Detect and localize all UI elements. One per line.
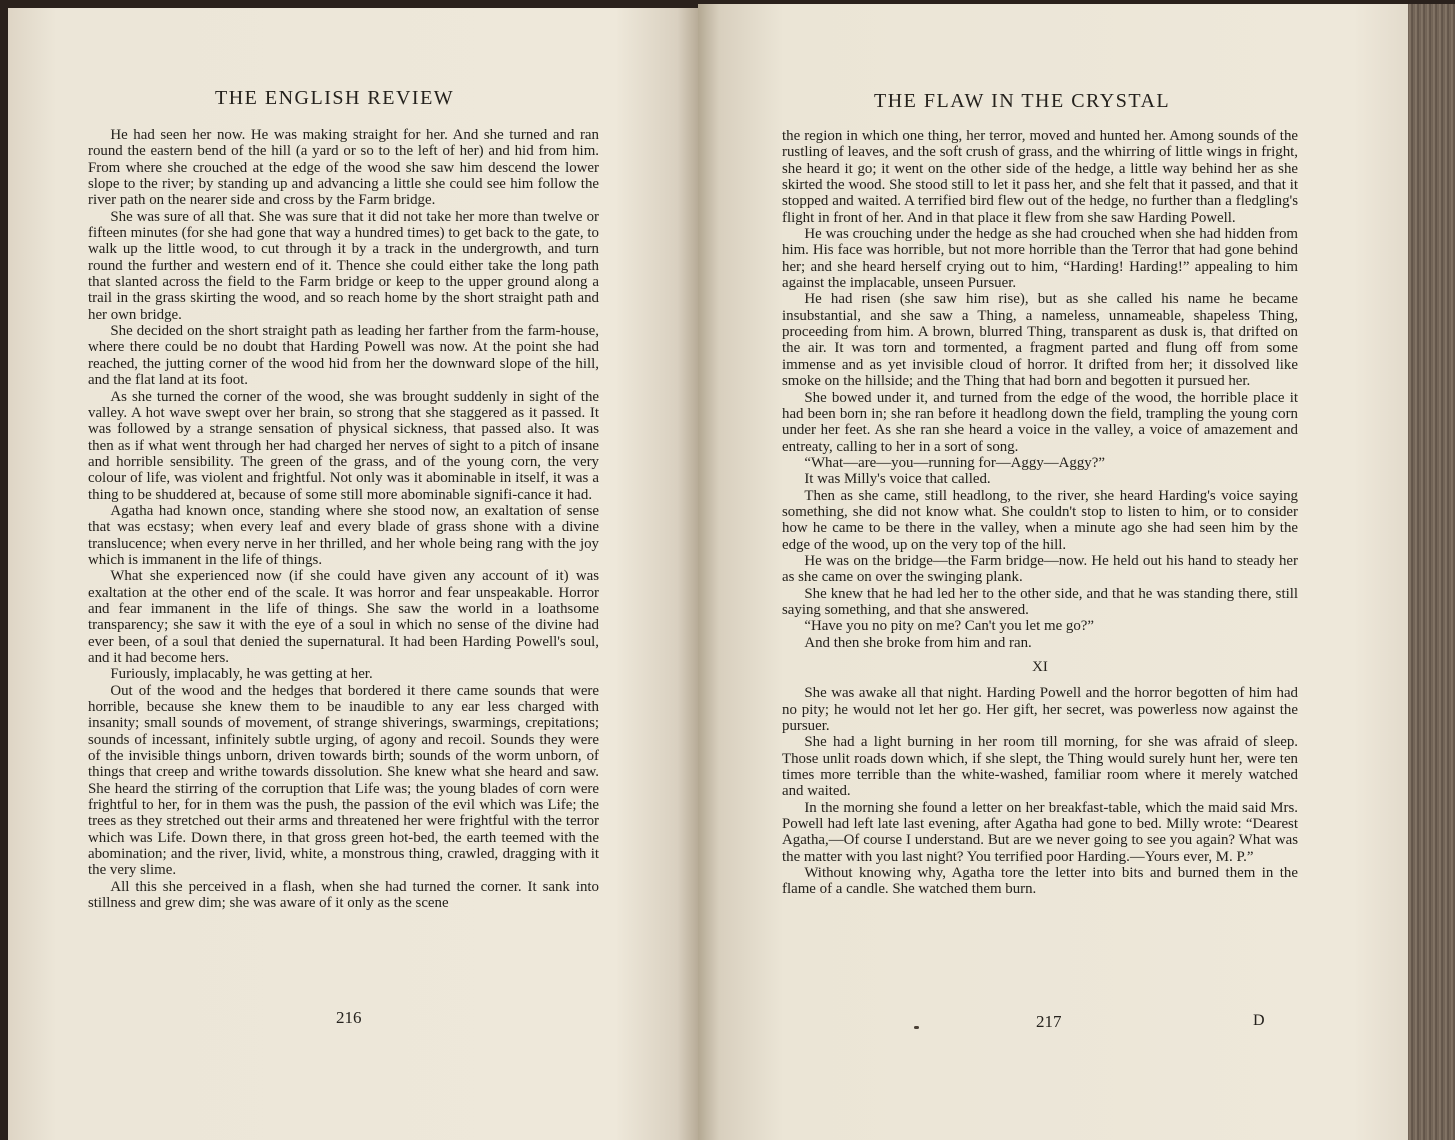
right-page (698, 4, 1410, 1140)
paragraph: He was on the bridge—the Farm bridge—now. He held out his hand to steady her as she came on over the swinging plank. (782, 552, 1298, 586)
paragraph: Then as she came, still headlong, to the river, she heard Harding's voice saying something, she did not know what. She couldn't stop to listen to him, or to consider how he came to be there in the valley, when a minute ago she had seen him by the edge of the wood, up on the very top of the hill. (782, 487, 1298, 553)
paragraph: She knew that he had led her to the other side, and that he was standing there, still saying something, and that she answered. (782, 585, 1298, 618)
running-head-right: THE FLAW IN THE CRYSTAL (874, 90, 1171, 112)
ink-speck (914, 1026, 919, 1029)
page-number-right: 217 (1036, 1012, 1062, 1031)
paragraph: Furiously, implacably, he was getting at her. (110, 666, 373, 683)
paragraph: “What—are—you—running for—Aggy—Aggy?” (804, 454, 1105, 471)
paragraph: And then she broke from him and ran. (804, 634, 1032, 651)
paragraph: She had a light burning in her room till morning, for she was afraid of sleep. Those unlit roads down which, if she slept, the Thing would surely hunt her, were ten times more terrible than the white-washed, familiar room where it merely watched and waited. (782, 734, 1298, 800)
paragraph: Out of the wood and the hedges that bordered it there came sounds that were horrible, because she knew them to be inaudible to any ear less charged with insanity; small sounds of movement, of strange shiverings, swarmings, crepitations; sounds of incessant, infinitely subtle urging, of agony and recoil. Sounds they were of the invisible things unborn, driven towards birth; sounds of the worm unborn, of things that creep and writhe towards dissolution. She knew what she heard and saw. She heard the stirring of the corruption that Life was; the young blades of corn were frightful to her, for in them was the push, the passion of the evil which was Life; the trees as they stretched out their arms and threatened her were frightful with the terror which was Life. Down there, in that gross green hot-bed, the earth teemed with the abomination; and the river, livid, white, a monstrous thing, crawled, dragging with it the very slime. (88, 682, 599, 879)
paragraph: He had seen her now. He was making straight for her. And she turned and ran round the eastern bend of the hill (a yard or so to the left of her) and hid from him. From where she crouched at the edge of the wood she saw him descend the lower slope to the river; by standing up and advancing a little she could see him follow the river path on the nearer side and cross by the Farm bridge. (88, 127, 599, 209)
paragraph: She was sure of all that. She was sure that it did not take her more than twelve or fifteen minutes (for she had gone that way a hundred times) to get back to the gate, to walk up the little wood, to cut through it by a track in the undergrowth, and turn round the further and western end of it. Thence she could either take the long path that slanted across the field to the Farm bridge or keep to the upper ground along a trail in the grass skirting the wood, and so reach home by the short straight path and her own bridge. (88, 208, 599, 323)
paragraph: He had risen (she saw him rise), but as she called his name he became insubstantial, and she saw a Thing, a nameless, unnameable, shapeless Thing, proceeding from him. A brown, blurred Thing, transparent as dusk is, that drifted on the air. It was torn and tormented, a fragment parted and flung off from some immense and as yet invisible cloud of horror. It drifted from her; it dissolved like smoke on the hillside; and the Thing that had born and begotten it pursued her. (782, 291, 1298, 390)
paragraph: the region in which one thing, her terror, moved and hunted her. Among sounds of the rustling of leaves, and the soft crush of grass, and the whirring of little wings in fright, she heard it go; it went on the other side of the hedge, a little way behind her as she skirted the wood. She stood still to let it pass her, and she felt that it passed, and that it stopped and waited. A terrified bird flew out of the hedge, no further than a fledgling's flight in front of her. And in that place it flew from she saw Harding Powell. (782, 128, 1298, 226)
section-heading: XI (1032, 659, 1048, 675)
paragraph: She decided on the short straight path as leading her farther from the farm-house, where there could be no doubt that Harding Powell was now. At the point she had reached, the jutting corner of the wood hid from her the downward slope of the hill, and the flat land at its foot. (88, 323, 599, 389)
paragraph: All this she perceived in a flash, when she had turned the corner. It sank into stillness and grew dim; she was aware of it only as the scene (88, 878, 599, 912)
paragraph: She was awake all that night. Harding Powell and the horror begotten of him had no pity; he would not let her go. Her gift, her secret, was powerless now against the pursuer. (782, 685, 1298, 735)
paragraph: Without knowing why, Agatha tore the letter into bits and burned them in the flame of a candle. She watched them burn. (782, 865, 1298, 898)
right-page-text (782, 128, 1298, 898)
paragraph: She bowed under it, and turned from the edge of the wood, the horrible place it had been born in; she ran before it headlong down the field, trampling the young corn under her feet. As she ran she heard a voice in the valley, a voice of amazement and entreaty, calling to her in a sort of song. (782, 389, 1298, 455)
page-number-left: 216 (336, 1008, 362, 1027)
paragraph: “Have you no pity on me? Can't you let me go?” (804, 618, 1095, 635)
left-page (8, 8, 698, 1140)
signature-mark: D (1253, 1012, 1265, 1029)
paragraph: What she experienced now (if she could have given any account of it) was exaltation at the other end of the scale. It was horror and fear unspeakable. Horror and fear immanent in the life of things. She saw the world in a loathsome transparency; she saw it with the eye of a soul in which no sense of the divine had ever been, of a soul that denied the supernatural. It had been Harding Powell's soul, and it had become hers. (88, 568, 599, 666)
paragraph: In the morning she found a letter on her breakfast-table, which the maid said Mrs. Powell had left late last evening, after Agatha had gone to bed. Milly wrote: “Dearest Agatha,—Of course I understand. But are we never going to see you again? What was the matter with you last night? You terrified poor Harding.—Yours ever, M. P.” (782, 799, 1298, 865)
paragraph: Agatha had known once, standing where she stood now, an exaltation of sense that was ecstasy; when every leaf and every blade of grass shone with a divine translucence; when every nerve in her thrilled, and her whole being rang with the joy which is immanent in the life of things. (88, 502, 599, 568)
paragraph: He was crouching under the hedge as she had crouched when she had hidden from him. His face was horrible, but not more horrible than the Terror that had gone behind her; and she heard herself crying out to him, “Harding! Harding!” appealing to him against the implacable, unseen Pursuer. (782, 226, 1298, 292)
running-head-left: THE ENGLISH REVIEW (215, 87, 455, 109)
paragraph: It was Milly's voice that called. (804, 471, 991, 488)
paragraph: As she turned the corner of the wood, she was brought suddenly in sight of the valley. A hot wave swept over her brain, so strong that she staggered as it passed. It was followed by a strange sensation of physical sickness, that passed also. It was then as if what went through her had charged her nerves of sight to a pitch of insane and horrible sensibility. The green of the grass, and of the young corn, the very colour of life, was violent and frightful. Not only was it abominable in itself, it was a thing to be shuddered at, because of some still more abominable signifi-cance it had. (88, 388, 599, 503)
page-edges (1408, 4, 1455, 1140)
left-page-text (88, 127, 599, 912)
